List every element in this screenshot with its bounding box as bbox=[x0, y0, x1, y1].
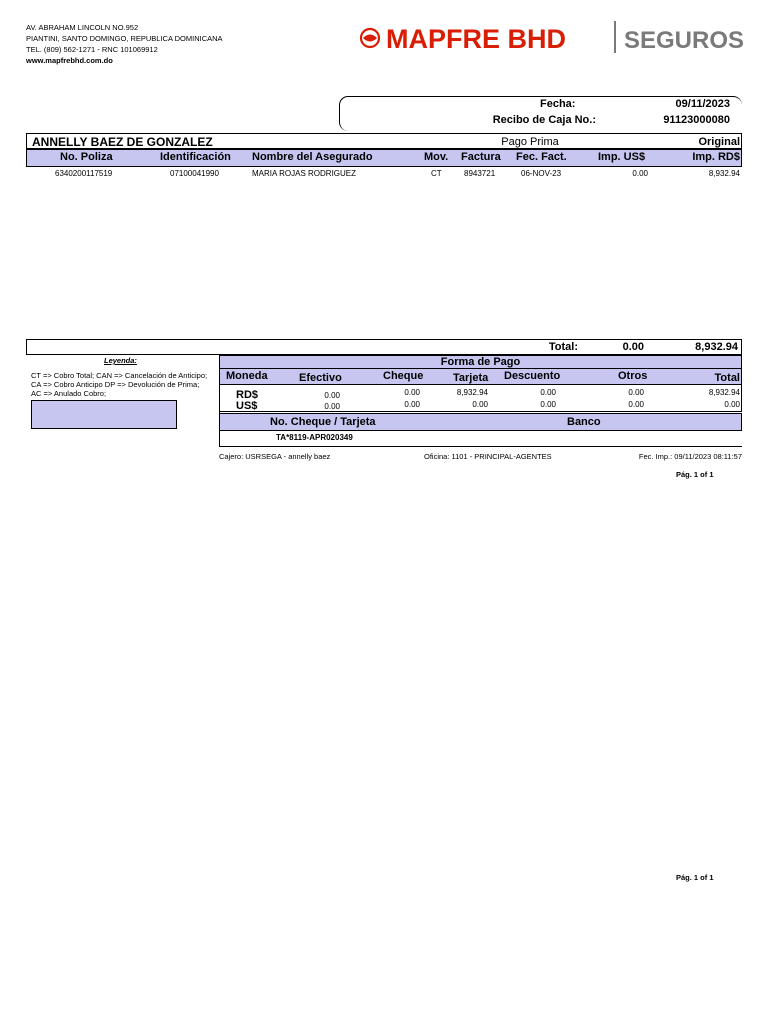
payment-row-efectivo: 0.00 bbox=[324, 391, 340, 400]
payment-header-otros: Otros bbox=[618, 370, 648, 382]
table-row-identificacion: 07100041990 bbox=[170, 169, 219, 178]
header-imp-us: Imp. US$ bbox=[598, 151, 646, 163]
table-row-asegurado: MARIA ROJAS RODRIGUEZ bbox=[252, 169, 357, 178]
payment-row-total: 8,932.94 bbox=[708, 388, 740, 397]
address-line-2: PIANTINI, SANTO DOMINGO, REPUBLICA DOMINICANA bbox=[26, 34, 223, 43]
table-row-imp-rd: 8,932.94 bbox=[708, 169, 740, 178]
payment-header-efectivo: Efectivo bbox=[299, 372, 342, 384]
payment-header-moneda: Moneda bbox=[226, 370, 268, 382]
oficina-info: Oficina: 1101 - PRINCIPAL-AGENTES bbox=[424, 452, 552, 461]
page-number-bottom: Pág. 1 of 1 bbox=[676, 873, 714, 882]
legend-title: Leyenda: bbox=[104, 356, 137, 365]
header-asegurado: Nombre del Asegurado bbox=[252, 151, 373, 163]
payment-row-tarjeta: 8,932.94 bbox=[456, 388, 488, 397]
cheque-value: TA*8119-APR020349 bbox=[276, 433, 353, 442]
payment-header-cheque: Cheque bbox=[383, 370, 424, 382]
payment-row-otros: 0.00 bbox=[628, 400, 644, 409]
banco-label: Banco bbox=[567, 416, 601, 428]
cheque-label: No. Cheque / Tarjeta bbox=[270, 416, 376, 428]
total-rd: 8,932.94 bbox=[695, 341, 738, 353]
legend-swatch-box bbox=[31, 400, 177, 429]
total-us: 0.00 bbox=[622, 341, 644, 353]
payment-header-tarjeta: Tarjeta bbox=[453, 372, 489, 384]
payment-header-descuento: Descuento bbox=[504, 370, 561, 382]
header-mov: Mov. bbox=[424, 151, 449, 163]
cajero-info: Cajero: USRSEGA - annelly baez bbox=[219, 452, 331, 461]
payment-row-cheque: 0.00 bbox=[404, 400, 420, 409]
payment-row-descuento: 0.00 bbox=[540, 400, 556, 409]
table-row-mov: CT bbox=[431, 169, 442, 178]
payment-title: Forma de Pago bbox=[440, 356, 521, 368]
page-number: Pág. 1 of 1 bbox=[676, 470, 714, 479]
payment-concept: Pago Prima bbox=[501, 136, 559, 148]
svg-text:MAPFRE BHD: MAPFRE BHD bbox=[386, 24, 566, 54]
table-row-poliza: 6340200117519 bbox=[55, 169, 113, 178]
recibo-value: 91123000080 bbox=[663, 114, 730, 126]
copy-type: Original bbox=[698, 136, 740, 148]
client-name: ANNELLY BAEZ DE GONZALEZ bbox=[32, 135, 213, 149]
header-poliza: No. Poliza bbox=[60, 151, 113, 163]
payment-row-otros: 0.00 bbox=[628, 388, 644, 397]
payment-right-border bbox=[741, 385, 742, 412]
header-identificacion: Identificación bbox=[160, 151, 231, 163]
table-row-imp-us: 0.00 bbox=[632, 169, 648, 178]
payment-row-moneda: US$ bbox=[236, 400, 258, 412]
payment-row-cheque: 0.00 bbox=[404, 388, 420, 397]
mapfre-bhd-logo bbox=[356, 18, 746, 58]
table-row-factura: 8943721 bbox=[464, 169, 496, 178]
payment-header-divider bbox=[219, 368, 742, 369]
mapfre-emblem-icon bbox=[361, 29, 379, 47]
cheque-bottom-line bbox=[219, 446, 742, 447]
header-factura: Factura bbox=[461, 151, 501, 163]
legend-text: CT => Cobro Total; CAN => Cancelación de Anticipo; CA => Cobro Anticipo DP => Devolución de Prima; AC => Anulado Cobro; bbox=[31, 371, 208, 398]
total-label: Total: bbox=[548, 341, 578, 353]
payment-row-descuento: 0.00 bbox=[540, 388, 556, 397]
header-imp-rd: Imp. RD$ bbox=[692, 151, 740, 163]
table-row-fec-fact: 06-NOV-23 bbox=[521, 169, 562, 178]
payment-row-efectivo: 0.00 bbox=[324, 402, 340, 411]
payment-row-total: 0.00 bbox=[724, 400, 740, 409]
payment-row-tarjeta: 0.00 bbox=[472, 400, 488, 409]
company-address bbox=[26, 22, 286, 66]
payment-body-divider bbox=[219, 411, 742, 412]
fecha-impresion: Fec. Imp.: 09/11/2023 08:11:57 bbox=[638, 452, 742, 461]
fecha-value: 09/11/2023 bbox=[675, 98, 730, 110]
recibo-label: Recibo de Caja No.: bbox=[492, 114, 596, 126]
header-fec-fact: Fec. Fact. bbox=[516, 151, 567, 163]
payment-row-moneda: RD$ bbox=[236, 389, 259, 401]
phone-rnc: TEL. (809) 562-1271 - RNC 101069912 bbox=[26, 45, 158, 54]
payment-header-total: Total bbox=[714, 372, 740, 384]
fecha-label: Fecha: bbox=[540, 98, 576, 110]
address-line-1: AV. ABRAHAM LINCOLN NO.952 bbox=[26, 23, 139, 32]
website-link[interactable]: www.mapfrebhd.com.do bbox=[26, 56, 113, 65]
svg-text:SEGUROS: SEGUROS bbox=[624, 27, 745, 54]
